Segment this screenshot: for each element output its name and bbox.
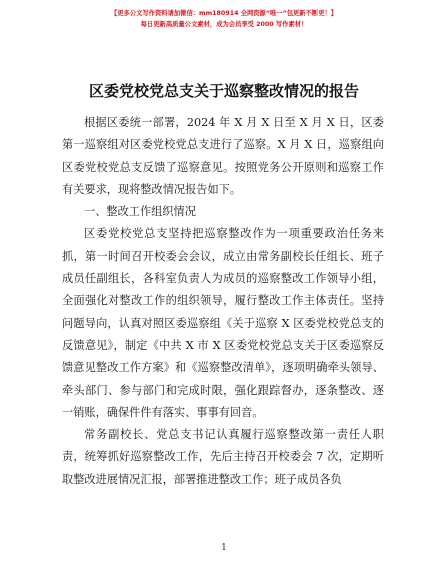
document-body bbox=[62, 112, 384, 491]
paragraph-organization: 区委党校党总支坚持把巡察整改作为一项重要政治任务来抓，第一时间召开校委会会议，成立由常务副校长任组长、班子成员任副组长，各科室负责人为成员的巡察整改工作领导小组，全面强化对整改工作的组织领导，履行整改工作主体责任。坚持问题导向，认真对照区委巡察组《关于巡察 X 区委党校党总支的反馈意见》，制定《中共 X 市 X 区委党校党总支关于区委巡察反馈意见整改工作方案》和《巡察整改清单》，逐项明确牵头领导、牵头部门、参与部门和完成时限，强化跟踪督办，逐条整改、逐一销账，确保件件有落实、事事有回音。 bbox=[62, 227, 384, 419]
promo-banner-line-2: 每日更新高质量公文素材，成为会员享受 2000 写作素材！ bbox=[140, 21, 308, 28]
document-title: 区委党校党总支关于巡察整改情况的报告 bbox=[88, 82, 359, 100]
promo-banner bbox=[0, 8, 448, 30]
section-heading: 一、整改工作组织情况 bbox=[84, 205, 196, 219]
paragraph-intro: 根据区委统一部署，2024 年 X 月 X 日至 X 月 X 日，区委第一巡察组对区委党校党总支进行了巡察。X 月 X 日，巡察组向区委党校党总支反馈了巡察意见。按照党务公开原则和巡察工作有关要求，现将整改情况报告如下。 bbox=[62, 116, 384, 196]
paragraph-responsibility: 常务副校长、党总支书记认真履行巡察整改第一责任人职责，统筹抓好巡察整改工作，先后主持召开校委会 7 次，定期听取整改进展情况汇报，部署推进整改工作；班子成员各负 bbox=[62, 428, 384, 486]
page-number: 1 bbox=[221, 543, 227, 553]
promo-banner-line-1: 【更多公文写作资料请加微信：mm180914 全网资源“唯一”包更新不断更！】 bbox=[110, 10, 338, 17]
